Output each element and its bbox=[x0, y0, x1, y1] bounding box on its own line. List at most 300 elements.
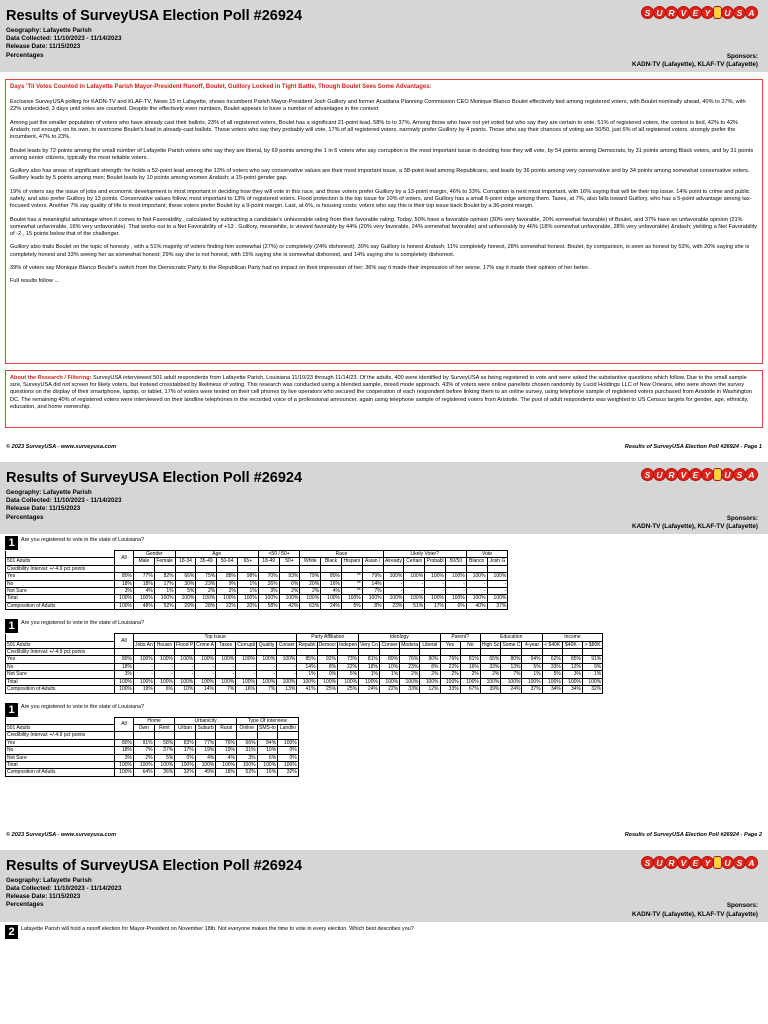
value-cell: 100% bbox=[379, 678, 399, 685]
value-cell: 100% bbox=[404, 595, 425, 602]
value-cell: - bbox=[134, 671, 155, 678]
column-group-header: Type Of Interview bbox=[236, 717, 298, 724]
row-label: Not Sure bbox=[6, 671, 115, 678]
table-cell bbox=[216, 732, 237, 739]
column-header: Very Co bbox=[360, 641, 378, 648]
value-cell: 14% bbox=[297, 663, 317, 670]
value-cell: 2% bbox=[196, 588, 217, 595]
value-cell: 64% bbox=[134, 769, 155, 776]
column-header: Male bbox=[134, 558, 155, 565]
row-label: No bbox=[6, 580, 115, 587]
value-cell: 4% bbox=[134, 588, 155, 595]
value-cell: ** bbox=[341, 580, 362, 587]
table-cell bbox=[501, 649, 522, 656]
value-cell: - bbox=[425, 588, 446, 595]
value-cell: 100% bbox=[195, 761, 216, 768]
value-cell: 51% bbox=[404, 602, 425, 609]
value-cell: 31% bbox=[236, 747, 257, 754]
column-group-header: Top Issue bbox=[134, 634, 297, 641]
table-cell bbox=[216, 649, 236, 656]
value-cell: 33% bbox=[400, 686, 420, 693]
value-cell: 90% bbox=[420, 656, 440, 663]
value-cell: 88% bbox=[217, 573, 238, 580]
value-cell: 100% bbox=[195, 678, 216, 685]
value-cell: 8% bbox=[317, 663, 338, 670]
column-header: Urban bbox=[175, 724, 196, 731]
table-row bbox=[6, 686, 603, 693]
logo-letter: S bbox=[641, 468, 654, 481]
value-cell: 2% bbox=[400, 671, 420, 678]
table-cell bbox=[175, 732, 196, 739]
story-paragraph: 19% of voters say the issue of jobs and economic development is most important in deciding how they will vote in this race, and those voters prefer Guillory by a 13-point margin, 46% to 33%. Corruption is next most important, with 16% saying that will be their top issue. 14% point to crime and public safety, and also prefer Guillory by 13 points. Conservative values follow, most important to 13% of registered voters. Flood protection is the top issue for 10% of voters, and Guillory has a small 6-point edge among them. Taxes, at 7%, also falls toward Guillory, who has a 5-point advantage among tax-focused voters. Another 7% say quality of life is most important; these voters prefer Boulet by a 9-point margin. Last, at 6%, is housing costs; voters who say this is their top issue back Boulet by a 36-point margin. bbox=[10, 188, 752, 210]
about-label: About the Research / Filtering: bbox=[10, 375, 92, 381]
value-cell: 80% bbox=[115, 573, 134, 580]
data-collected: Data Collected: 11/10/2023 - 11/14/2023 bbox=[6, 884, 122, 892]
column-header: Flood P bbox=[175, 641, 194, 648]
value-cell: 100% bbox=[115, 595, 134, 602]
value-cell: 10% bbox=[379, 663, 399, 670]
value-cell: 83% bbox=[175, 739, 196, 746]
value-cell: 1% bbox=[583, 671, 603, 678]
value-cell: 3% bbox=[115, 671, 134, 678]
value-cell: 40% bbox=[466, 602, 487, 609]
percentages-label: Percentages bbox=[6, 513, 44, 521]
value-cell: 100% bbox=[134, 656, 155, 663]
value-cell: 5% bbox=[175, 588, 196, 595]
question-number: 1 bbox=[5, 536, 18, 550]
value-cell: 2% bbox=[460, 671, 480, 678]
table-header-row bbox=[6, 634, 603, 641]
surveyusa-logo bbox=[642, 856, 758, 869]
value-cell: 33% bbox=[440, 686, 460, 693]
value-cell: 58% bbox=[154, 739, 175, 746]
value-cell: 20% bbox=[237, 602, 258, 609]
value-cell: - bbox=[466, 580, 487, 587]
value-cell: 5% bbox=[338, 671, 359, 678]
sponsors bbox=[632, 53, 758, 69]
row-label: No bbox=[6, 747, 115, 754]
value-cell: 3% bbox=[115, 588, 134, 595]
table-row bbox=[6, 747, 299, 754]
table-cell bbox=[317, 649, 338, 656]
logo-letter: S bbox=[641, 856, 654, 869]
value-cell: 100% bbox=[297, 678, 317, 685]
table-cell bbox=[257, 732, 278, 739]
value-cell: 92% bbox=[317, 656, 338, 663]
value-cell: 3% bbox=[562, 671, 582, 678]
value-cell: 100% bbox=[175, 595, 196, 602]
value-cell: 100% bbox=[341, 595, 362, 602]
value-cell: 100% bbox=[487, 573, 508, 580]
value-cell: 100% bbox=[321, 595, 342, 602]
value-cell: 100% bbox=[400, 678, 420, 685]
value-cell: 85% bbox=[297, 656, 317, 663]
row-label: Not Sure bbox=[6, 754, 115, 761]
story-paragraph: Guillory also has areas of significant strength: he holds a 52-point lead among the 13% of voters who say conservative values are their most important issue, a 38-point lead among Republicans, and leads by 36 points among very conservative and by 34 points among somewhat conservative voters. Guillory leads by 5 points among men; Boulet leads by 10 points among women &ndash; a 15-point gender gap. bbox=[10, 168, 750, 182]
logo-letter: S bbox=[733, 6, 746, 19]
value-cell: 93% bbox=[279, 573, 300, 580]
value-cell: 100% bbox=[279, 595, 300, 602]
value-cell: - bbox=[195, 671, 216, 678]
value-cell: 22% bbox=[217, 602, 238, 609]
column-header: 50/50 bbox=[445, 558, 466, 565]
column-header: 50-64 bbox=[217, 558, 238, 565]
table-cell bbox=[338, 649, 359, 656]
value-cell: 58% bbox=[258, 602, 279, 609]
value-cell: 100% bbox=[466, 573, 487, 580]
story-paragraph: Full results follow ... bbox=[10, 278, 60, 285]
table-cell bbox=[154, 649, 174, 656]
value-cell: 4% bbox=[195, 754, 216, 761]
value-cell: 100% bbox=[217, 595, 238, 602]
value-cell: 100% bbox=[216, 678, 236, 685]
column-header: Quality bbox=[256, 641, 276, 648]
table-cell bbox=[134, 565, 155, 572]
value-cell: 100% bbox=[338, 678, 359, 685]
question-number: 2 bbox=[5, 925, 18, 939]
value-cell: - bbox=[425, 580, 446, 587]
sponsors-names: KADN-TV (Lafayette), KLAF-TV (Lafayette) bbox=[632, 522, 758, 530]
column-header: Republi bbox=[298, 641, 316, 648]
value-cell: 23% bbox=[383, 602, 404, 609]
column-group-header: Education bbox=[480, 634, 542, 641]
column-header: Indepen bbox=[339, 641, 358, 648]
story-paragraph: Boulet leads by 72 points among the small number of Lafayette Parish voters who say they are liberal, by 69 points among the 1 in 6 voters who say corruption is the most important issue in deciding how they will vote, by 54 points among Democrats, by 31 points among Black voters, and by 31 points among senior citizens, typically the most reliable voters. bbox=[10, 147, 754, 161]
story-headline: Days 'Til Votes Counted in Lafayette Parish Mayor-President Runoff, Boulet, Guillory Locked in Tight Battle, Though Boulet Sees Some Advantages: bbox=[10, 84, 432, 90]
value-cell: 22% bbox=[338, 663, 359, 670]
table-cell bbox=[277, 649, 297, 656]
table-cell bbox=[300, 565, 321, 572]
value-cell: 9% bbox=[583, 663, 603, 670]
value-cell: 9% bbox=[217, 580, 238, 587]
column-header: $40K - bbox=[562, 641, 582, 648]
value-cell: 33% bbox=[542, 663, 562, 670]
footer-page-label: Results of SurveyUSA Election Poll #26924 - Page 1 bbox=[624, 444, 762, 450]
value-cell: 25% bbox=[338, 686, 359, 693]
logo-letter: A bbox=[745, 468, 758, 481]
table-cell bbox=[542, 649, 562, 656]
sponsors-names: KADN-TV (Lafayette), KLAF-TV (Lafayette) bbox=[632, 910, 758, 918]
value-cell: 75% bbox=[196, 573, 217, 580]
logo-letter: U bbox=[653, 6, 666, 19]
value-cell: 100% bbox=[256, 656, 276, 663]
row-label: No bbox=[6, 663, 115, 670]
sample-size-label: 501 Adults bbox=[6, 724, 115, 731]
value-cell: 67% bbox=[460, 686, 480, 693]
column-group-header: Ideology bbox=[359, 634, 440, 641]
column-header: Hispani bbox=[341, 558, 362, 565]
table-cell bbox=[256, 649, 276, 656]
column-header: Taxes bbox=[216, 641, 236, 648]
question-text: Are you registered to vote in the state of Louisiana? bbox=[21, 703, 145, 710]
page-header-3 bbox=[0, 850, 768, 922]
value-cell: 79% bbox=[300, 573, 321, 580]
value-cell: 33% bbox=[480, 663, 501, 670]
value-cell: 100% bbox=[134, 678, 155, 685]
value-cell: 24% bbox=[321, 602, 342, 609]
story-box bbox=[5, 79, 763, 364]
question-1-heading-b bbox=[5, 619, 768, 633]
value-cell: 100% bbox=[257, 761, 278, 768]
value-cell: 100% bbox=[196, 595, 217, 602]
column-header: Crime A bbox=[196, 641, 214, 648]
logo-letter: U bbox=[653, 468, 666, 481]
value-cell: 17% bbox=[154, 580, 175, 587]
value-cell: - bbox=[216, 663, 236, 670]
value-cell: 100% bbox=[154, 761, 175, 768]
value-cell: 100% bbox=[134, 595, 155, 602]
value-cell: 6% bbox=[154, 686, 174, 693]
column-header: Rent bbox=[154, 724, 175, 731]
value-cell: 24% bbox=[501, 686, 522, 693]
value-cell: 70% bbox=[258, 573, 279, 580]
logo-letter: A bbox=[745, 856, 758, 869]
value-cell: 65% bbox=[480, 656, 501, 663]
value-cell: 80% bbox=[501, 656, 522, 663]
row-label: Total bbox=[6, 678, 115, 685]
value-cell: 94% bbox=[522, 656, 542, 663]
column-header: Conser bbox=[379, 641, 399, 648]
value-cell: 26% bbox=[258, 580, 279, 587]
value-cell: 2% bbox=[279, 588, 300, 595]
logo-letter: S bbox=[733, 468, 746, 481]
logo-letter: S bbox=[641, 6, 654, 19]
value-cell: - bbox=[216, 671, 236, 678]
value-cell: 89% bbox=[379, 656, 399, 663]
value-cell: 22% bbox=[440, 663, 460, 670]
value-cell: 24% bbox=[359, 686, 380, 693]
column-group-header: Gender bbox=[134, 551, 176, 558]
about-body: SurveyUSA interviewed 501 adult respondents from Lafayette Parish, Louisiana 11/10/23 through 11/14/23. Of the adults, 400 were identified by SurveyUSA as being registered to vote and were asked the substantive questions which follow. Due to the small sample size, SurveyUSA did not screen for likely voters, but instead crosstabbed by likeliness of voting. This research was conducted using a blended sample, mixed mode approach. 43% of voters were online panelists chosen randomly by Lucid Holdings LLC of New Orleans, who were shown the survey questions on the display of their smartphone, laptop, or tablet. 17% of voters were texted on their cell phones by live operators who secured the cooperation of each respondent before linking them to an online survey, using telephone sample of registered voters purchased from Aristotle in Washington DC. The remaining 40% of registered voters were interviewed on their landline telephones in the recorded voice of a professional announcer, again using telephone sample of registered voters from Aristotle. The pool of adult respondents was weighted to US Census targets for gender, age, ethnicity, education, and home ownership. bbox=[10, 375, 752, 410]
value-cell: 0% bbox=[278, 754, 299, 761]
table-cell bbox=[522, 649, 542, 656]
geography: Geography: Lafayette Parish bbox=[6, 27, 92, 34]
value-cell: 2% bbox=[420, 671, 440, 678]
story-paragraph: Boulet has a meaningful advantage when it comes to Net Favorability , calculated by subtracting a candidate's unfavorable rating from their favorable rating. Today, 50% have a favorable opinion (30% very favorable, 20% somewhat favorable) of Boulet, and 37% have an unfavorable opinion (21% somewhat unfavorable, 16% very unfavorable). That works out to a Net Favorability of +13 . Guillory, meanwhile, is viewed favorably by 44% (20% very favorable, 24% somewhat favorable) and unfavorably by 46% (18% somewhat unfavorable, 28% very unfavorable) &ndash; yielding a Net Favorability of -2 , 15 points below that of the challenger. bbox=[10, 216, 758, 237]
sponsors bbox=[632, 902, 758, 918]
value-cell: 100% bbox=[300, 595, 321, 602]
geography: Geography: Lafayette Parish bbox=[6, 876, 92, 884]
table-cell bbox=[278, 732, 299, 739]
value-cell: 3% bbox=[236, 754, 257, 761]
value-cell: 100% bbox=[237, 595, 258, 602]
value-cell: ** bbox=[341, 588, 362, 595]
row-label: Composition of Adults bbox=[6, 769, 115, 776]
value-cell: - bbox=[277, 663, 297, 670]
value-cell: 100% bbox=[195, 656, 216, 663]
value-cell: 100% bbox=[383, 595, 404, 602]
value-cell: 1% bbox=[237, 580, 258, 587]
column-header: Modera bbox=[401, 641, 419, 648]
column-header: Democr bbox=[318, 641, 337, 648]
value-cell: 18% bbox=[115, 747, 134, 754]
value-cell: 100% bbox=[277, 656, 297, 663]
value-cell: 7% bbox=[216, 686, 236, 693]
value-cell: 100% bbox=[425, 573, 446, 580]
value-cell: 100% bbox=[115, 678, 134, 685]
column-group-header: Vote bbox=[466, 551, 508, 558]
value-cell: - bbox=[404, 588, 425, 595]
value-cell: 0% bbox=[278, 747, 299, 754]
row-label: Composition of Adults bbox=[6, 602, 115, 609]
table-row bbox=[6, 573, 508, 580]
table-cell bbox=[460, 649, 480, 656]
value-cell: 100% bbox=[236, 678, 257, 685]
value-cell: - bbox=[404, 580, 425, 587]
value-cell: 100% bbox=[154, 595, 175, 602]
geography: Geography: Lafayette Parish bbox=[6, 489, 92, 496]
column-header: Housin bbox=[154, 641, 174, 648]
value-cell: - bbox=[236, 671, 257, 678]
value-cell: 34% bbox=[562, 686, 582, 693]
value-cell: 100% bbox=[359, 678, 380, 685]
table-cell bbox=[425, 565, 446, 572]
value-cell: 1% bbox=[522, 671, 542, 678]
value-cell: - bbox=[256, 663, 276, 670]
column-header: Female bbox=[154, 558, 175, 565]
row-label: Yes bbox=[6, 739, 115, 746]
table-corner bbox=[6, 717, 115, 724]
value-cell: 73% bbox=[338, 656, 359, 663]
value-cell: 19% bbox=[216, 747, 237, 754]
value-cell: 91% bbox=[134, 739, 155, 746]
table-corner bbox=[6, 551, 115, 558]
value-cell: 37% bbox=[522, 686, 542, 693]
logo-letter: R bbox=[665, 856, 678, 869]
table-cell bbox=[195, 732, 216, 739]
value-cell: 4% bbox=[216, 754, 237, 761]
table-cell bbox=[583, 649, 603, 656]
value-cell: 100% bbox=[425, 595, 446, 602]
table-cell bbox=[420, 649, 440, 656]
about-text bbox=[10, 375, 758, 411]
table-cell bbox=[154, 565, 175, 572]
value-cell: 20% bbox=[300, 580, 321, 587]
value-cell: 32% bbox=[583, 686, 603, 693]
value-cell: 8% bbox=[362, 602, 383, 609]
logo-letter: Y bbox=[701, 468, 714, 481]
logo-letter: U bbox=[653, 856, 666, 869]
logo-letter: Y bbox=[701, 856, 714, 869]
column-group-header: Home bbox=[134, 717, 175, 724]
value-cell: 18% bbox=[115, 580, 134, 587]
value-cell: - bbox=[134, 663, 155, 670]
value-cell: 10% bbox=[174, 686, 194, 693]
value-cell: 34% bbox=[542, 686, 562, 693]
value-cell: 13% bbox=[501, 663, 522, 670]
table-cell bbox=[237, 565, 258, 572]
table-cell bbox=[258, 565, 279, 572]
table-cell bbox=[115, 732, 134, 739]
column-header: > $80K bbox=[583, 641, 603, 648]
value-cell: 6% bbox=[279, 580, 300, 587]
value-cell: - bbox=[277, 671, 297, 678]
column-header: Jobs An bbox=[135, 641, 153, 648]
sponsors-label: Sponsors: bbox=[726, 514, 758, 522]
value-cell: - bbox=[256, 671, 276, 678]
table-cell bbox=[115, 649, 134, 656]
column-header: Asian / bbox=[362, 558, 383, 565]
table-corner bbox=[6, 634, 115, 641]
data-collected: Data Collected: 11/10/2023 - 11/14/2023 bbox=[6, 35, 122, 43]
value-cell: 62% bbox=[542, 656, 562, 663]
value-cell: 5% bbox=[542, 671, 562, 678]
table-cell bbox=[195, 649, 216, 656]
release-date: Release Date: 11/15/2023 bbox=[6, 893, 81, 901]
value-cell: 77% bbox=[195, 739, 216, 746]
value-cell: 39% bbox=[480, 686, 501, 693]
value-cell: 12% bbox=[562, 663, 582, 670]
value-cell: 98% bbox=[237, 573, 258, 580]
value-cell: 100% bbox=[522, 678, 542, 685]
value-cell: 100% bbox=[236, 656, 257, 663]
value-cell: 100% bbox=[466, 595, 487, 602]
story-paragraph: 39% of voters say Monique Blanco Boulet's switch from the Democratic Party to the Republican Party had no impact on their impression of her; 36% say it made their impression of her worse. 17% say it made their opinion of her better. bbox=[10, 264, 590, 271]
column-group-header: <50 / 50+ bbox=[258, 551, 300, 558]
sponsors-names: KADN-TV (Lafayette), KLAF-TV (Lafayette) bbox=[632, 60, 758, 68]
value-cell: 100% bbox=[362, 595, 383, 602]
value-cell: 1% bbox=[379, 671, 399, 678]
table-cell bbox=[321, 565, 342, 572]
value-cell: 100% bbox=[420, 678, 440, 685]
value-cell: 100% bbox=[277, 678, 297, 685]
value-cell: 66% bbox=[236, 739, 257, 746]
story-paragraph: Exclusive SurveyUSA polling for KADN-TV and KLAF-TV, News 15 in Lafayette, shows incumbent Parish Mayor-President Josh Guillory and former Acadiana Planning Commission CEO Monique Blanco Boulet effectively tied among registered voters, with Boulet nominally ahead, 40% to 37%, with 22% undecided, 3 days until votes are counted. Despite the effectively even numbers, Boulet appears to have a number of advantages in the contest: bbox=[10, 99, 746, 113]
sample-size-label: 501 Adults bbox=[6, 641, 115, 648]
surveyusa-logo bbox=[642, 6, 758, 19]
about-box bbox=[5, 370, 763, 428]
value-cell: 100% bbox=[236, 761, 257, 768]
value-cell: 100% bbox=[278, 739, 299, 746]
value-cell: 12% bbox=[420, 686, 440, 693]
value-cell: 7% bbox=[256, 686, 276, 693]
row-label: Yes bbox=[6, 656, 115, 663]
value-cell: 77% bbox=[134, 573, 155, 580]
value-cell: 19% bbox=[134, 686, 155, 693]
value-cell: 76% bbox=[400, 656, 420, 663]
column-header: Probabl bbox=[426, 558, 444, 565]
footer-copyright[interactable]: © 2023 SurveyUSA - www.surveyusa.com bbox=[6, 831, 117, 838]
column-header: Josh G bbox=[487, 558, 508, 565]
logo-letter: R bbox=[665, 6, 678, 19]
value-cell: 63% bbox=[300, 602, 321, 609]
value-cell: 32% bbox=[175, 769, 196, 776]
story-paragraph: Among just the smaller population of voters who have already cast their ballots, 23% of all registered voters, Boulet has a significant 21-point lead, 58% to to 37%. Among those who have not yet voted but who say they are certain to vote, 51% of registered voters, the contest is tied, 42% to 42% &ndash; not enough, on its own, to overcome Boulet's lead in already-cast ballots. Those voters who say they probably will vote, 17% of all registered voters, narrowly prefer Guillory by 4 points. Those who say their chances of voting are 50/50, just 6% of all registered voters, strongly prefer the incumbent, 47% to 23%. bbox=[10, 119, 738, 141]
value-cell: 0% bbox=[175, 754, 196, 761]
value-cell: 0% bbox=[317, 671, 338, 678]
column-header: < $40K bbox=[542, 641, 562, 648]
value-cell: - bbox=[174, 663, 194, 670]
value-cell: 80% bbox=[115, 739, 134, 746]
value-cell: 37% bbox=[154, 747, 175, 754]
column-group-header: Urbanicity bbox=[175, 717, 237, 724]
value-cell: 80% bbox=[321, 573, 342, 580]
table-row bbox=[6, 769, 299, 776]
credibility-label: Credibility Interval: +/-4.9 pct points bbox=[6, 649, 115, 656]
value-cell: 3% bbox=[258, 588, 279, 595]
crosstab-table-2 bbox=[5, 633, 603, 693]
column-header: SMS-to bbox=[259, 724, 276, 731]
value-cell: 16% bbox=[460, 663, 480, 670]
value-cell: 6% bbox=[445, 602, 466, 609]
value-cell: 100% bbox=[317, 678, 338, 685]
footer-copyright[interactable]: © 2023 SurveyUSA - www.surveyusa.com bbox=[6, 444, 117, 450]
column-header: Rural bbox=[216, 724, 237, 731]
value-cell: 8% bbox=[420, 663, 440, 670]
value-cell: 37% bbox=[487, 602, 508, 609]
value-cell: 100% bbox=[154, 656, 174, 663]
table-row bbox=[6, 656, 603, 663]
